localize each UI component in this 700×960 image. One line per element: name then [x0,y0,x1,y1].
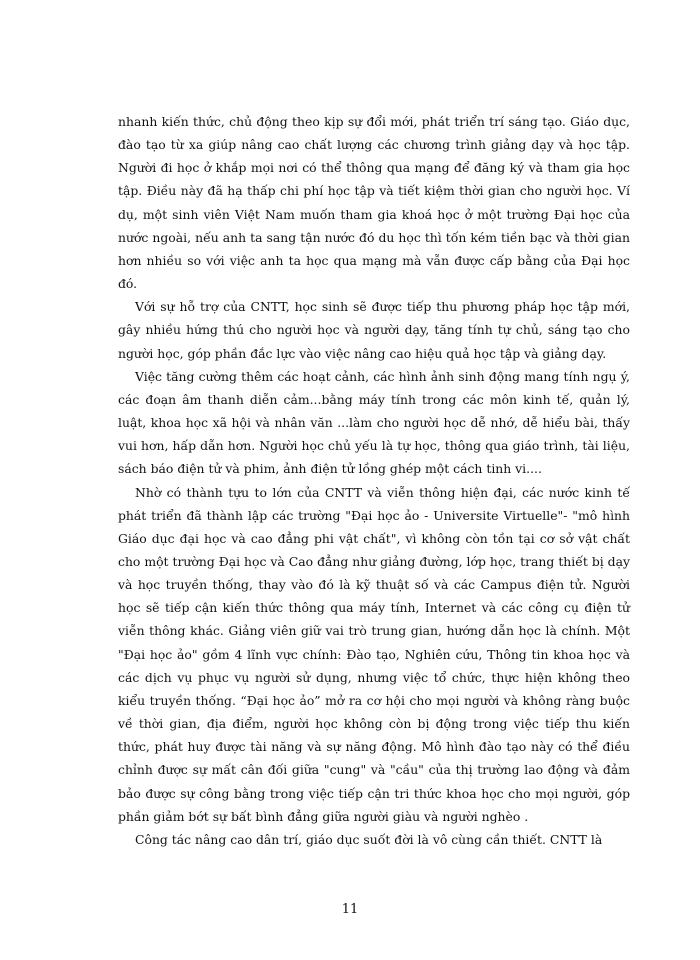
paragraph-virtual-university: Nhờ có thành tựu to lớn của CNTT và viễn thông hiện đại, các nước kinh tế phát triển đã thành lập các trường "Đại học ảo - Universite Virtuelle"- "mô hình Giáo dục đại học và cao đẳng phi vật chất", vì không còn tồn tại cơ sở vật chất cho một trường Đại học và Cao đẳng như giảng đường, lớp học, trang thiết bị dạy và học truyền thống, thay vào đó là kỹ thuật số và các Campus điện tử. Người học sẽ tiếp cận kiến thức thông qua máy tính, Internet và các công cụ điện tử viễn thông khác. Giảng viên giữ vai trò trung gian, hướng dẫn học là chính. Một "Đại học ảo" gồm 4 lĩnh vực chính: Đào tạo, Nghiên cứu, Thông tin khoa học và các dịch vụ phục vụ người sử dụng, nhưng việc tổ chức, thực hiện không theo kiểu truyền thống. “Đại học ảo” mở ra cơ hội cho mọi người và không ràng buộc về thời gian, địa điểm, người học không còn bị động trong việc tiếp thu kiến thức, phát huy được tài năng và sự năng động. Mô hình đào tạo này có thể điều chỉnh được sự mất cân đối giữa "cung" và "cầu" của thị trường lao động và đảm bảo được sự công bằng trong việc tiếp cận tri thức khoa học cho mọi người, góp phần giảm bớt sự bất bình đẳng giữa người giàu và người nghèo . [118,484,630,824]
paragraph-it-support: Với sự hỗ trợ của CNTT, học sinh sẽ được tiếp thu phương pháp học tập mới, gây nhiều hứng thú cho người học và người dạy, tăng tính tự chủ, sáng tạo cho người học, góp phần đắc lực vào việc nâng cao hiệu quả học tập và giảng dạy. [118,299,630,361]
paragraph-distance-learning: nhanh kiến thức, chủ động theo kịp sự đổi mới, phát triển trí sáng tạo. Giáo dục, đào tạo từ xa giúp nâng cao chất lượng các chương trình giảng dạy và học tập. Người đi học ở khắp mọi nơi có thể thông qua mạng để đăng ký và tham gia học tập. Điều này đã hạ thấp chi phí học tập và tiết kiệm thời gian cho người học. Ví dụ, một sinh viên Việt Nam muốn tham gia khoá học ở một trường Đại học của nước ngoài, nếu anh ta sang tận nước đó du học thì tốn kém tiền bạc và thời gian hơn nhiều so với việc anh ta học qua mạng mà vẫn được cấp bằng của Đại học đó. [118,114,630,292]
paragraph-multimedia: Việc tăng cường thêm các hoạt cảnh, các hình ảnh sinh động mang tính ngụ ý, các đoạn âm thanh diễn cảm...bằng máy tính trong các môn kinh tế, quản lý, luật, khoa học xã hội và nhân văn ...làm cho người học dễ nhớ, dễ hiểu bài, thấy vui hơn, hấp dẫn hơn. Người học chủ yếu là tự học, thông qua giáo trình, tài liệu, sách báo điện tử và phim, ảnh điện tử lồng ghép một cách tinh vi.... [118,368,630,477]
document-body [118,110,630,851]
page-number: 11 [341,902,359,917]
paragraph-lifelong-learning: Công tác nâng cao dân trí, giáo dục suốt đời là vô cùng cần thiết. CNTT là [135,831,603,847]
